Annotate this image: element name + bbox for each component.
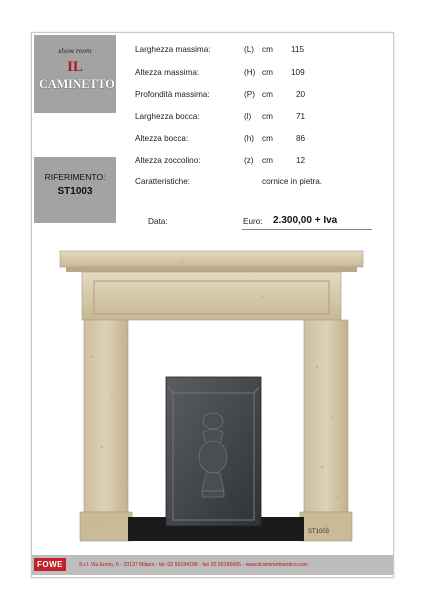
spec-unit: cm bbox=[262, 45, 273, 54]
spec-symbol: (l) bbox=[244, 112, 252, 121]
mantel-frieze bbox=[82, 272, 341, 320]
spec-value: 71 bbox=[296, 112, 306, 121]
spec-symbol: (L) bbox=[244, 45, 255, 54]
spec-value: 115 bbox=[291, 45, 305, 54]
fireplace-photo bbox=[32, 237, 393, 551]
price-value: 2.300,00 + Iva bbox=[273, 215, 338, 226]
spec-label: Altezza bocca: bbox=[135, 134, 189, 143]
mantel-shadow bbox=[66, 267, 357, 272]
spec-value: 86 bbox=[296, 134, 306, 143]
photo-tag: ST1003 bbox=[308, 529, 330, 535]
spec-label: Larghezza bocca: bbox=[135, 112, 200, 121]
spec-label: Larghezza massima: bbox=[135, 45, 211, 54]
product-sheet bbox=[31, 32, 394, 578]
mantel-shelf bbox=[60, 251, 363, 267]
left-leg bbox=[84, 320, 128, 512]
spec-symbol: (h) bbox=[244, 134, 255, 143]
spec-unit: cm bbox=[262, 68, 273, 77]
spec-symbol: (P) bbox=[244, 90, 255, 99]
spec-value: 12 bbox=[296, 156, 306, 165]
specs-table bbox=[32, 33, 393, 233]
spec-unit: cm bbox=[262, 90, 273, 99]
price-label: Euro: bbox=[243, 217, 263, 226]
logo-il: IL bbox=[67, 59, 83, 75]
features-value: cornice in pietra. bbox=[262, 177, 323, 186]
logo-name: CAMINETTO bbox=[39, 77, 115, 91]
spec-label: Profondità massima: bbox=[135, 90, 210, 99]
right-leg bbox=[304, 320, 348, 512]
reference-code: ST1003 bbox=[57, 186, 93, 197]
spec-label: Altezza zoccolino: bbox=[135, 156, 201, 165]
spec-symbol: (H) bbox=[244, 68, 256, 77]
spec-unit: cm bbox=[262, 112, 273, 121]
features-label: Caratteristiche: bbox=[135, 177, 191, 186]
reference-label: RIFERIMENTO: bbox=[44, 172, 106, 182]
spec-unit: cm bbox=[262, 156, 273, 165]
logo-subtitle: show room bbox=[58, 48, 92, 55]
spec-symbol: (z) bbox=[244, 156, 254, 165]
left-base bbox=[80, 512, 132, 541]
spec-unit: cm bbox=[262, 134, 273, 143]
date-label: Data: bbox=[148, 217, 168, 226]
spec-label: Altezza massima: bbox=[135, 68, 200, 77]
price-underline bbox=[242, 229, 372, 230]
right-base bbox=[300, 512, 352, 541]
spec-value: 109 bbox=[291, 68, 305, 77]
spec-value: 20 bbox=[296, 90, 306, 99]
footer-bar bbox=[32, 555, 393, 575]
footer-logo: FOWE bbox=[34, 558, 66, 571]
footer-address: S.r.l. Via Ennio, 6 - 20137 Milano - tel. 02 55184198 - fax 02 55185665 - www.ilcaminettoantico.com bbox=[79, 562, 308, 568]
